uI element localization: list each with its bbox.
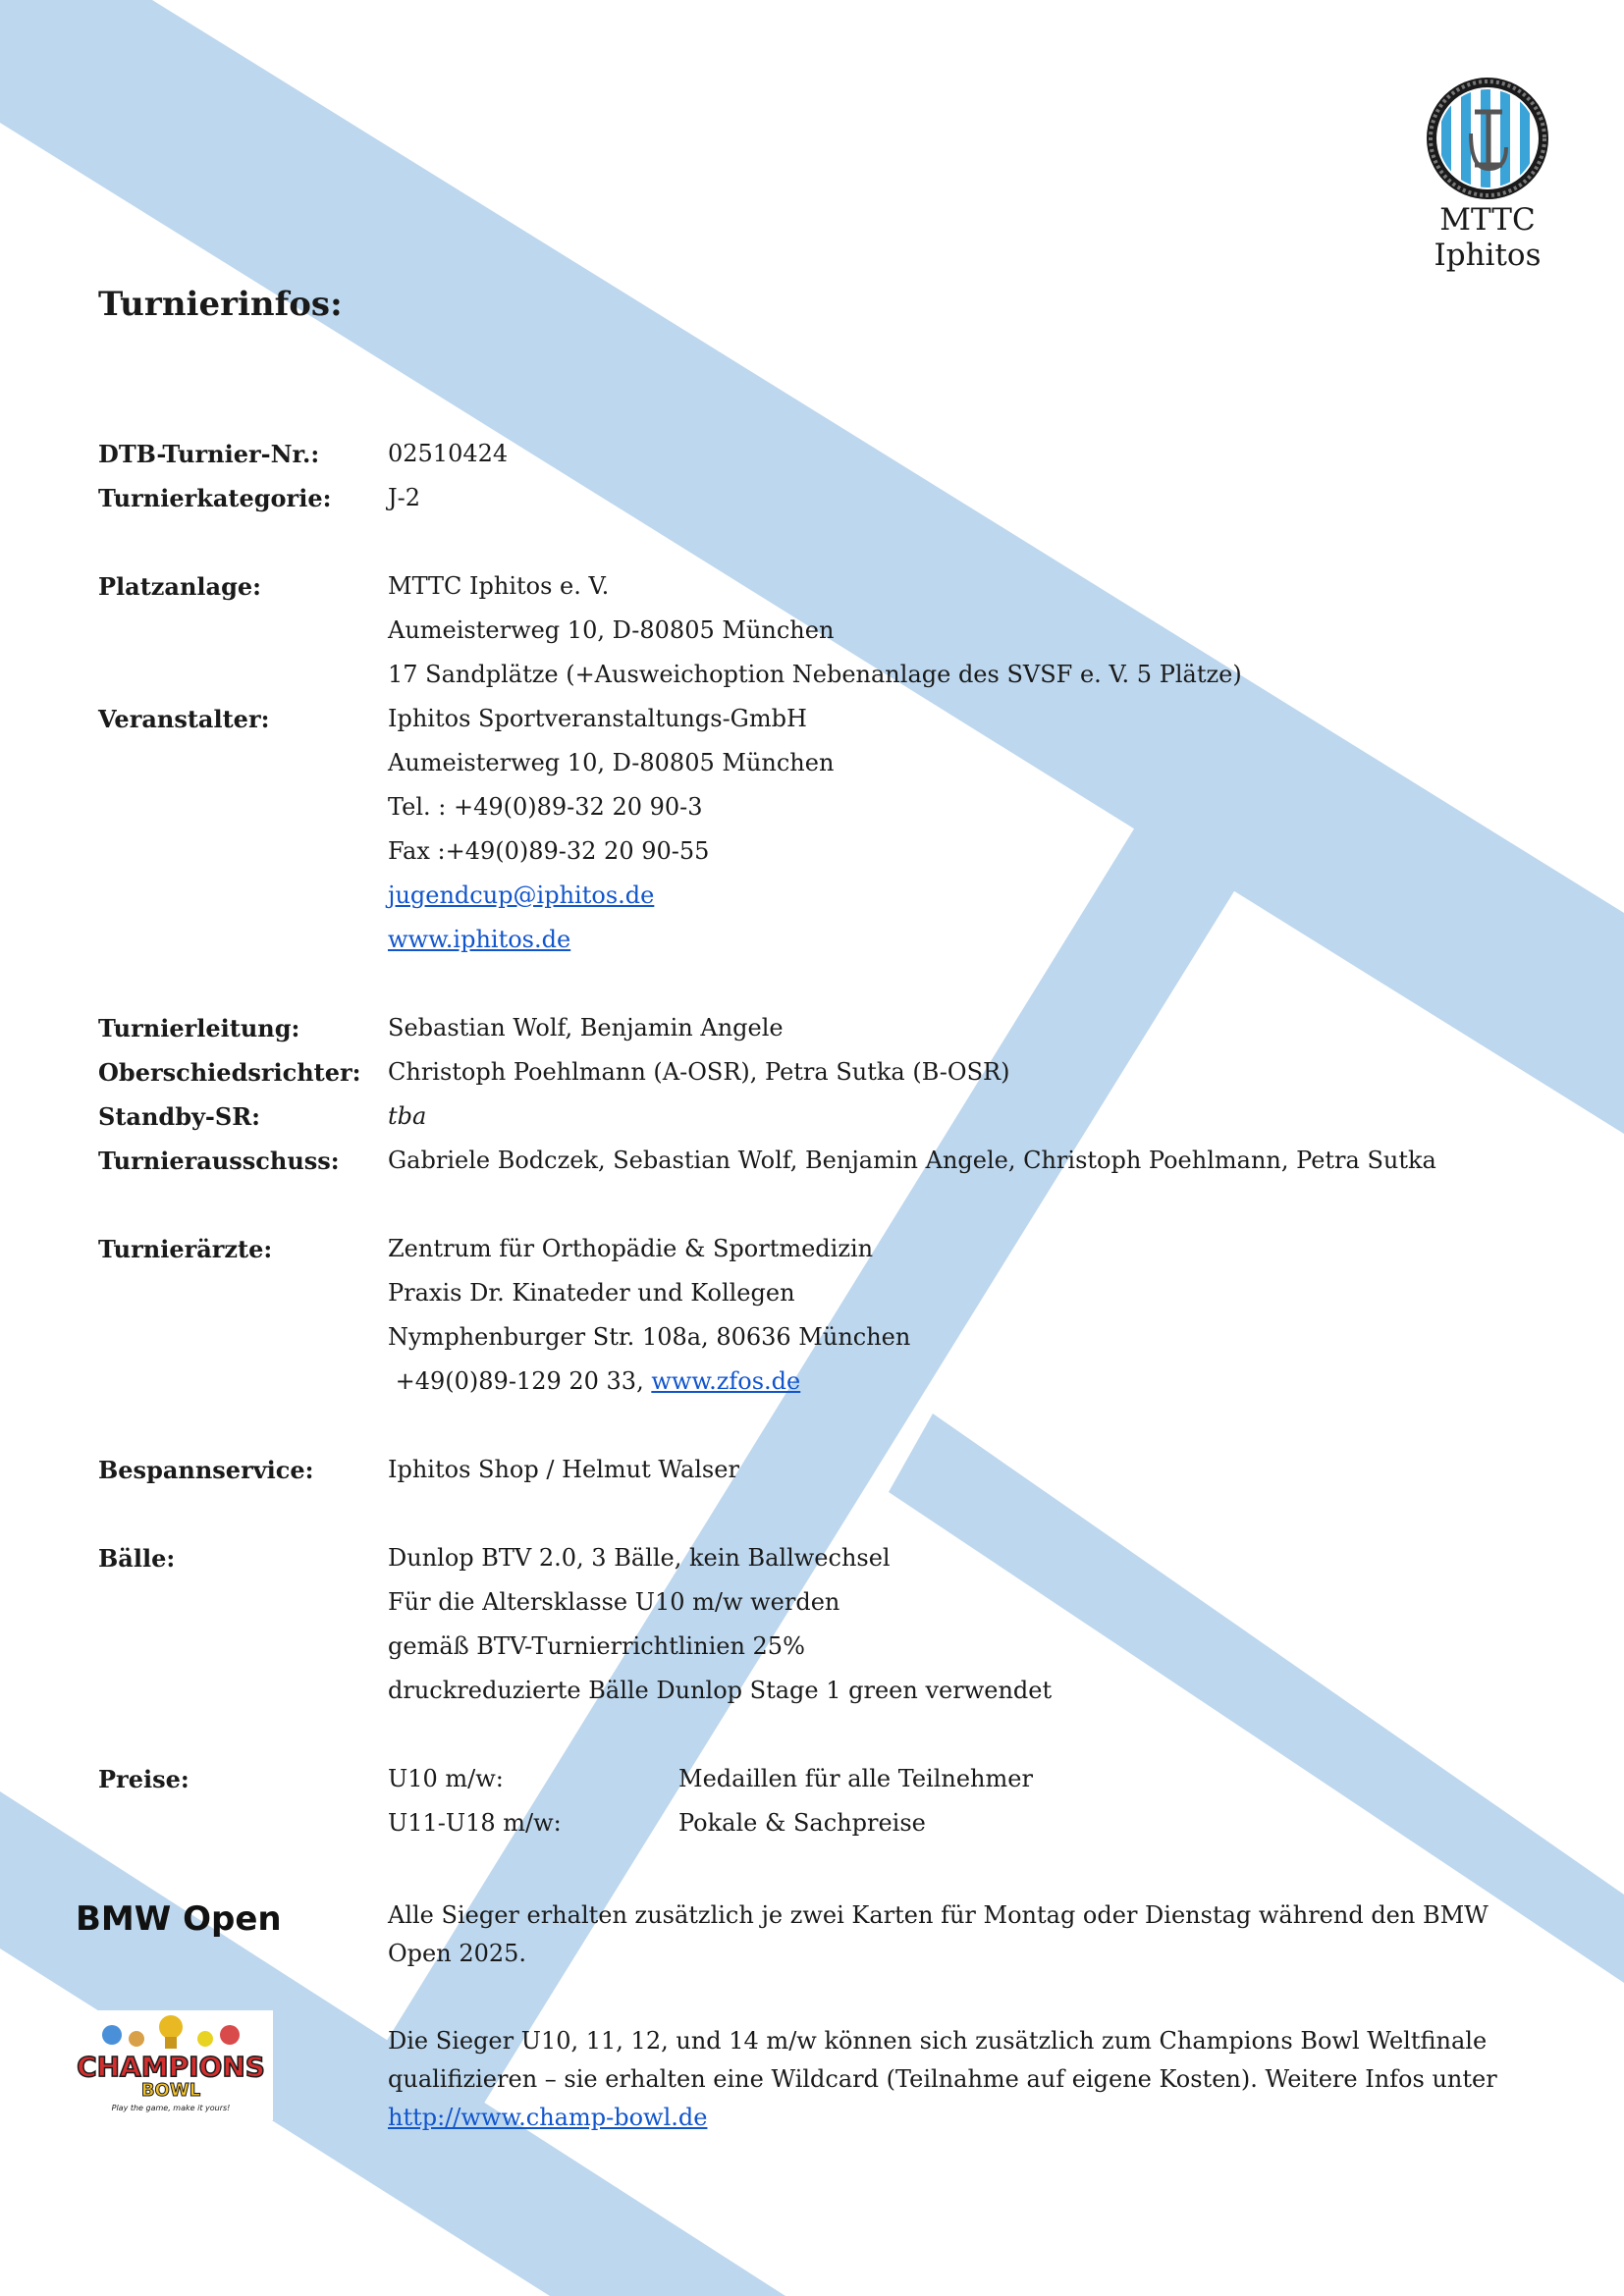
preis-row [388,1801,1436,1845]
dtb-value: 02510424 [388,440,509,467]
baelle-line: Dunlop BTV 2.0, 3 Bälle, kein Ballwechsel [388,1544,891,1572]
aerzte-phone: +49(0)89-129 20 33, [388,1367,652,1395]
row-bespann [98,1448,1436,1492]
platz-line: 17 Sandplätze (+Ausweichoption Nebenanlage des SVSF e. V. 5 Plätze) [388,661,1242,688]
aerzte-line: Zentrum für Orthopädie & Sportmedizin [388,1235,874,1262]
veranstalter-line: Tel. : +49(0)89-32 20 90-3 [388,793,703,821]
logo-line-2: Iphitos [1434,238,1542,273]
club-emblem-icon [1424,75,1551,202]
platz-label: Platzanlage: [98,572,262,601]
standby-value: tba [388,1102,427,1130]
kategorie-label: Turnierkategorie: [98,484,332,512]
aerzte-line: Praxis Dr. Kinateder und Kollegen [388,1279,795,1307]
ausschuss-value: Gabriele Bodczek, Sebastian Wolf, Benjamin Angele, Christoph Poehlmann, Petra Sutka [388,1147,1436,1174]
baelle-label: Bälle: [98,1544,176,1573]
row-baelle [98,1536,1436,1713]
row-osr [98,1050,1436,1095]
preis-category: U11-U18 m/w: [388,1809,562,1837]
preis-category: U10 m/w: [388,1765,504,1792]
row-aerzte [98,1227,1436,1404]
baelle-line: Für die Altersklasse U10 m/w werden [388,1588,840,1616]
tournament-info [98,432,1436,1845]
champions-logo-line2: BOWL [140,2080,201,2101]
bespann-label: Bespannservice: [98,1456,314,1484]
kategorie-value: J-2 [388,484,420,511]
leitung-value: Sebastian Wolf, Benjamin Angele [388,1014,784,1041]
veranstalter-label: Veranstalter: [98,705,270,733]
aerzte-label: Turnierärzte: [98,1235,273,1263]
champions-text [388,2022,1517,2137]
row-standby [98,1095,1436,1139]
dtb-label: DTB-Turnier-Nr.: [98,440,320,468]
row-kategorie [98,476,1436,520]
champions-logo-line1: CHAMPIONS [77,2051,265,2083]
champions-bowl-icon [73,2013,269,2117]
champions-bowl-logo [69,2010,273,2120]
logo-line-1: MTTC [1439,202,1536,238]
bmw-open-text: Alle Sieger erhalten zusätzlich je zwei Karten für Montag oder Dienstag während den BMW Open 2025. [388,1901,1489,1967]
champions-logo-tagline: Play the game, make it yours! [111,2104,231,2112]
bespann-value: Iphitos Shop / Helmut Walser [388,1456,739,1483]
aerzte-line: Nymphenburger Str. 108a, 80636 München [388,1323,911,1351]
preis-prize: Pokale & Sachpreise [678,1809,926,1837]
row-veranstalter [98,697,1436,962]
page-title: Turnierinfos: [98,285,343,324]
standby-label: Standby-SR: [98,1102,261,1131]
website-link[interactable]: www.iphitos.de [388,926,571,953]
champions-link[interactable]: http://www.champ-bowl.de [388,2104,708,2131]
ausschuss-label: Turnierausschuss: [98,1147,340,1175]
preis-prize: Medaillen für alle Teilnehmer [678,1765,1033,1792]
baelle-line: gemäß BTV-Turnierrichtlinien 25% [388,1632,805,1660]
bmw-open-logo: BMW Open [76,1899,282,1939]
row-platz [98,564,1436,697]
row-preise [98,1757,1436,1845]
row-leitung [98,1006,1436,1050]
platz-line: MTTC Iphitos e. V. [388,572,610,600]
osr-value: Christoph Poehlmann (A-OSR), Petra Sutka (B-OSR) [388,1058,1010,1086]
preise-label: Preise: [98,1765,189,1793]
platz-line: Aumeisterweg 10, D-80805 München [388,616,835,644]
osr-label: Oberschiedsrichter: [98,1058,361,1087]
veranstalter-line: Fax :+49(0)89-32 20 90-55 [388,837,710,865]
preis-row [388,1757,1436,1801]
champions-text-body: Die Sieger U10, 11, 12, und 14 m/w können sich zusätzlich zum Champions Bowl Weltfinale qualifizieren – sie erhalten eine Wildcard (Teilnahme auf eigene Kosten). Weitere Infos unter [388,2027,1497,2093]
email-link[interactable]: jugendcup@iphitos.de [388,881,655,909]
club-logo [1414,75,1561,273]
row-ausschuss [98,1139,1436,1183]
row-dtb [98,432,1436,476]
leitung-label: Turnierleitung: [98,1014,300,1042]
baelle-line: druckreduzierte Bälle Dunlop Stage 1 green verwendet [388,1677,1053,1704]
aerzte-web-link[interactable]: www.zfos.de [651,1367,801,1395]
veranstalter-line: Aumeisterweg 10, D-80805 München [388,749,835,776]
veranstalter-line: Iphitos Sportveranstaltungs-GmbH [388,705,807,732]
